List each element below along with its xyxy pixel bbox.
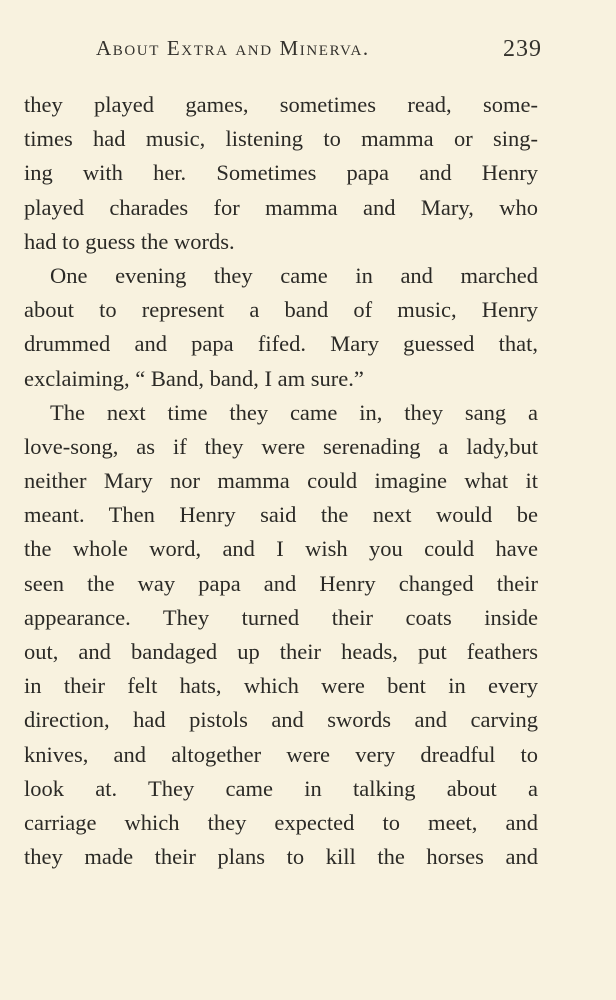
body-text — [24, 88, 538, 874]
text-line: the whole word, and I wish you could have — [24, 536, 538, 562]
text-line: had to guess the words. — [24, 228, 235, 254]
text-line: appearance. They turned their coats inside — [24, 604, 538, 630]
text-line: knives, and altogether were very dreadful to — [24, 741, 538, 767]
paragraph-first-line: One evening they came in and marched — [50, 262, 538, 288]
page-number: 239 — [503, 36, 542, 62]
text-line: seen the way papa and Henry changed their — [24, 570, 538, 596]
running-title: About Extra and Minerva. — [96, 36, 370, 60]
text-line: meant. Then Henry said the next would be — [24, 502, 538, 528]
text-line: carriage which they expected to meet, and — [24, 809, 538, 835]
text-line: ing with her. Sometimes papa and Henry — [24, 160, 538, 186]
text-line: about to represent a band of music, Henry — [24, 297, 538, 323]
text-line: played charades for mamma and Mary, who — [24, 194, 538, 220]
paragraph-first-line: The next time they came in, they sang a — [50, 399, 538, 425]
text-line: direction, had pistols and swords and carving — [24, 707, 538, 733]
text-line: times had music, listening to mamma or sing- — [24, 126, 538, 152]
running-head — [24, 34, 542, 74]
text-line: they made their plans to kill the horses and — [24, 844, 538, 870]
text-line: drummed and papa fifed. Mary guessed that, — [24, 331, 538, 357]
text-line: exclaiming, “ Band, band, I am sure.” — [24, 365, 364, 391]
text-line: neither Mary nor mamma could imagine what it — [24, 468, 538, 494]
text-line: out, and bandaged up their heads, put feathers — [24, 639, 538, 664]
text-line: in their felt hats, which were bent in every — [24, 673, 538, 699]
text-line: they played games, sometimes read, some- — [24, 92, 538, 117]
text-line: love-song, as if they were serenading a lady,but — [24, 433, 538, 459]
text-line: look at. They came in talking about a — [24, 775, 538, 801]
